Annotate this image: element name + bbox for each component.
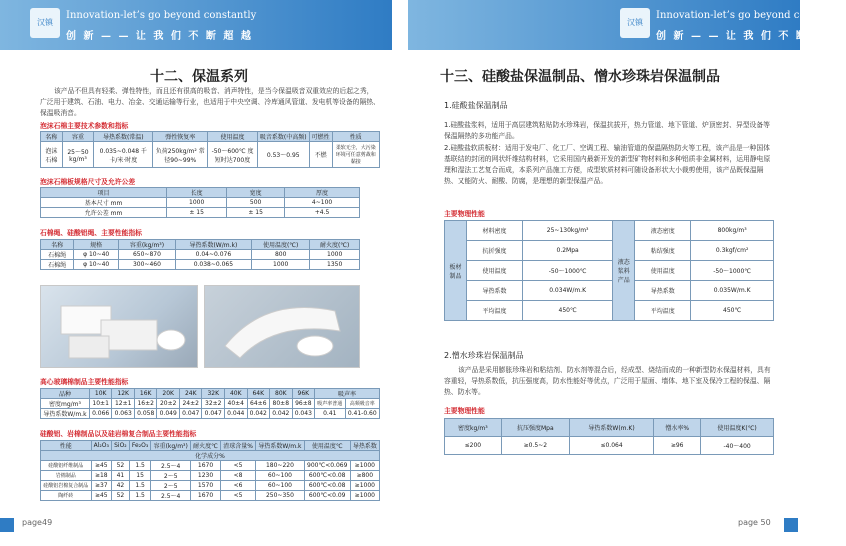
table-cell: 1670 [191, 461, 221, 471]
table-cell: 1570 [191, 481, 221, 491]
table-cell: 0.058 [134, 409, 157, 419]
table-row [41, 491, 380, 501]
table-cell: +4.5 [285, 208, 360, 218]
table-cell: 石棉绳 [41, 260, 74, 270]
table-cell: 96K [292, 389, 315, 399]
table-row [41, 461, 380, 471]
table-cell: 1.5 [129, 491, 151, 501]
foam-asbestos-table [40, 131, 380, 168]
table-cell: 52 [112, 491, 130, 501]
table-cell: 导热系数(W/m.k) [175, 240, 251, 250]
table-cell: 硅酸铝纤维制品 [41, 461, 92, 471]
perlite-properties-table [444, 418, 774, 455]
table-cell: 不燃 [309, 142, 332, 168]
glass-wool-table [40, 388, 380, 419]
table-cell: 0.038~0.065 [175, 260, 251, 270]
table-cell: -50～1000℃ [523, 261, 613, 281]
table-cell: 64±6 [247, 399, 270, 409]
table-cell: 42 [112, 481, 130, 491]
table-cell: 导热系数W/m.k [256, 441, 305, 451]
table-cell: 容重(kg/m³) [119, 240, 176, 250]
table-cell: 0.044 [225, 409, 248, 419]
table-cell: 1350 [310, 260, 360, 270]
table-row [41, 389, 380, 399]
table-cell: 石棉绳 [41, 250, 74, 260]
table-cell: ≥1000 [350, 461, 379, 471]
table-row [445, 437, 774, 455]
table-cell: -50～600℃ 度短时达700度 [208, 142, 258, 168]
table-row [445, 419, 774, 437]
table-cell: 液态密度 [635, 221, 691, 241]
table-cell: 使用温度(℃) [252, 240, 310, 250]
table-cell: 耐火度℃ [191, 441, 221, 451]
table4-caption: 高心玻璃棉制品主要性能指标 [40, 378, 129, 386]
table-cell: 导热系数(常温) [94, 132, 153, 142]
table-cell: 450℃ [691, 301, 774, 321]
table-cell: 板材制品 [445, 221, 467, 321]
table1-caption: 泡沫石棉主要技术参数和指标 [40, 122, 129, 130]
table-cell: Al₂O₃ [91, 441, 112, 451]
table-cell: 平均温度 [467, 301, 523, 321]
table-cell: 宽度 [227, 188, 285, 198]
table-cell: 0.047 [202, 409, 225, 419]
table-cell: 450℃ [523, 301, 613, 321]
table-cell: 12K [112, 389, 135, 399]
table-row [41, 132, 380, 142]
product-photo-blocks [40, 285, 198, 368]
section1-para1: 1.硅酸盐浆料，适用于高层建筑粘贴防水珍珠岩，保温抗拔开，热力管道、地下管道、炉顶密封、异型设备等保温隔热的多功能产品。 [444, 121, 770, 140]
table-cell: 规格 [74, 240, 119, 250]
table-cell: 20K [157, 389, 180, 399]
table-cell: 0.034W/m.K [523, 281, 613, 301]
table-cell: 24±2 [179, 399, 202, 409]
table-cell: 600℃<0.09 [304, 491, 350, 501]
table-cell: ≥1000 [350, 481, 379, 491]
table-row [41, 451, 380, 461]
table-row [41, 142, 380, 168]
table-row [41, 260, 360, 270]
table-cell: -50～1000℃ [691, 261, 774, 281]
table-cell: 使用温度K(℃) [701, 419, 774, 437]
table-cell: 允许公差 mm [41, 208, 167, 218]
table-cell: 厚度 [285, 188, 360, 198]
table-cell: 600℃<0.08 [304, 481, 350, 491]
table-cell: 柔软无尘，大污染环境可任意剪裁和黏接 [332, 142, 379, 168]
table-cell: ≥800 [350, 471, 379, 481]
table-cell: 品种 [41, 389, 90, 399]
table-row [445, 261, 774, 281]
table-cell: 1.5 [129, 481, 151, 491]
page-title-left: 十二、保温系列 [150, 69, 248, 85]
table6-caption: 主要物理性能 [444, 210, 485, 218]
table-row [41, 471, 380, 481]
table-cell: 2～5 [151, 471, 191, 481]
table-cell: 40K [225, 389, 248, 399]
table-cell: 0.049 [157, 409, 180, 419]
intro-paragraph: 该产品不但具有轻柔、弹性特性，而且还有很高的吸音、消声特性，是当今保温吸音双重效应的后起之秀，广泛用于建筑、石油、电力、冶金、交通运输等行业，也适用于中央空调、冷库通风管道、发电机等设备的隔热、保温吸消音。 [40, 87, 380, 117]
table-cell: 使用温度 [467, 261, 523, 281]
page-number-left: page49 [22, 518, 53, 527]
table-cell: 粘结强度 [635, 241, 691, 261]
table-cell: 密度mg/m³ [41, 399, 90, 409]
table-cell: φ 10~40 [74, 250, 119, 260]
table-cell: 容重 [62, 132, 94, 142]
table-row [445, 301, 774, 321]
table-cell: 性能 [41, 441, 92, 451]
table-cell: 15 [129, 471, 151, 481]
table-cell: <8 [221, 471, 256, 481]
table-cell: 60~100 [256, 481, 305, 491]
table-cell: 0.066 [89, 409, 112, 419]
table-cell: 弹性恢复率 [153, 132, 208, 142]
board-size-table [40, 187, 360, 218]
table-cell: 材料密度 [467, 221, 523, 241]
table-cell: 10K [89, 389, 112, 399]
table-cell: 96±8 [292, 399, 315, 409]
slogan-en: Innovation-let’s go beyond constantly [656, 10, 846, 21]
table-cell: 高频吸音率 [345, 399, 379, 409]
table-row [41, 409, 380, 419]
table-cell: 0.063 [112, 409, 135, 419]
table-cell: 0.41-0.60 [345, 409, 379, 419]
table-cell: 耐火度(℃) [310, 240, 360, 250]
table-cell: 抗压强度Mpa [501, 419, 569, 437]
silicate-properties-table [444, 220, 774, 321]
slogan-cn: 创 新 — — 让 我 们 不 断 超 越 [656, 31, 843, 42]
table-cell: Fe₂O₃ [129, 441, 151, 451]
slogan-cn: 创 新 — — 让 我 们 不 断 超 越 [66, 31, 253, 42]
table-cell: 25～50 kg/m³ [62, 142, 94, 168]
page-tab-right [784, 518, 798, 532]
table-cell: 吸声率 [315, 389, 380, 399]
table-cell: 0.043 [292, 409, 315, 419]
table-row [41, 188, 360, 198]
table-cell: 项目 [41, 188, 167, 198]
table-cell: ≥37 [91, 481, 112, 491]
table-cell: 2.5～4 [151, 491, 191, 501]
table-cell: 使用温度℃ [304, 441, 350, 451]
table-cell: 0.042 [270, 409, 293, 419]
table-cell: 渣球含量% [221, 441, 256, 451]
table-cell: 1000 [310, 250, 360, 260]
table-cell: 泡沫石棉 [41, 142, 63, 168]
table-cell: 80±8 [270, 399, 293, 409]
table-cell: ± 15 [167, 208, 227, 218]
table-cell: ≤200 [445, 437, 502, 455]
table-cell: 容重(kg/m³) [151, 441, 191, 451]
table-cell: 导热系数 [635, 281, 691, 301]
table-cell: 250~350 [256, 491, 305, 501]
table-cell: 名称 [41, 240, 74, 250]
table-cell: 0.2Mpa [523, 241, 613, 261]
rope-table [40, 239, 360, 270]
table-cell: 0.047 [179, 409, 202, 419]
table-cell: 憎水率% [654, 419, 701, 437]
table-cell: 0.042 [247, 409, 270, 419]
table-row [41, 441, 380, 451]
table-cell: <6 [221, 481, 256, 491]
table-cell: 40±4 [225, 399, 248, 409]
table-cell: 导热系数W(m.K) [570, 419, 654, 437]
table2-caption: 泡沫石棉板规格尺寸及允许公差 [40, 178, 136, 186]
table5-caption: 硅酸铝、岩棉制品以及硅岩棉复合制品主要性能指标 [40, 430, 197, 438]
table-cell: 4~100 [285, 198, 360, 208]
table-cell: <5 [221, 461, 256, 471]
table-cell: 名称 [41, 132, 63, 142]
table-cell: 300~460 [119, 260, 176, 270]
table-cell: ± 15 [227, 208, 285, 218]
table-cell: ≥45 [91, 491, 112, 501]
table-cell: 64K [247, 389, 270, 399]
table-cell: 10±1 [89, 399, 112, 409]
table-cell: 0.53～0.95 [257, 142, 309, 168]
product-photo-pipes [204, 285, 360, 368]
table3-caption: 石棉绳、硅酸铝绳、主要性能指标 [40, 229, 142, 237]
table-row [41, 198, 360, 208]
table-cell: 1230 [191, 471, 221, 481]
table-cell: 岩棉制品 [41, 471, 92, 481]
table-cell: 0.04~0.076 [175, 250, 251, 260]
table-cell: 液态浆料产品 [613, 221, 635, 321]
header-right [408, 0, 846, 50]
table-row [41, 208, 360, 218]
header-left [0, 0, 392, 50]
table-cell: -40～400 [701, 437, 774, 455]
table-cell: 吸声率普通 [315, 399, 345, 409]
page-tab-left [0, 518, 14, 532]
table-cell: 1670 [191, 491, 221, 501]
table-cell: 32K [202, 389, 225, 399]
aluminum-silicate-table [40, 440, 380, 501]
table-cell: 基本尺寸 mm [41, 198, 167, 208]
table-cell: 24K [179, 389, 202, 399]
table-cell: 500 [227, 198, 285, 208]
table-cell: 0.035W/m.K [691, 281, 774, 301]
table-cell: 导热系数 [350, 441, 379, 451]
table-cell: 16±2 [134, 399, 157, 409]
table-row [445, 281, 774, 301]
table-cell: 12±1 [112, 399, 135, 409]
table-cell: 可燃性 [309, 132, 332, 142]
table-cell: 硅酸铝岩棉复合制品 [41, 481, 92, 491]
table-cell: 陶纤砖 [41, 491, 92, 501]
table-cell: 800kg/m³ [691, 221, 774, 241]
table-cell: 25~130kg/m³ [523, 221, 613, 241]
table-cell: 平均温度 [635, 301, 691, 321]
table-cell: ≥96 [654, 437, 701, 455]
table-row [41, 240, 360, 250]
table-cell: 化学成分% [41, 451, 380, 461]
table-cell: 60~100 [256, 471, 305, 481]
table-cell: 导热系数 [467, 281, 523, 301]
section1-para2: 2.硅酸盐软质板材：适用于发电厂、化工厂、空调工程、输油管道的保温隔热防火等工程，该产品是一种国体基联结的封闭的网状纤维结构材料，它采用国内最新开发的新型矿物材料和多种铝质非金属材料，运用静电原理和湿法工艺复合而成，本系列产品施工方便，成型软质材料可随设备形状大小裁剪使用，该产品既保温隔热、又能防火、耐酸、防腐，是理想的新型保温产品。 [444, 144, 771, 185]
table-row [41, 481, 380, 491]
table-cell: 0.3kgf/cm² [691, 241, 774, 261]
table-cell: 900℃<0.069 [304, 461, 350, 471]
table-cell: ≥18 [91, 471, 112, 481]
table-row [41, 250, 360, 260]
slogan-en: Innovation-let’s go beyond constantly [66, 10, 257, 21]
table-cell: 1.5 [129, 461, 151, 471]
table-cell: 180~220 [256, 461, 305, 471]
table-cell: 导热系数W/m.k [41, 409, 90, 419]
table-cell: ≤0.064 [570, 437, 654, 455]
table-cell: 抗折强度 [467, 241, 523, 261]
table-cell: ≥0.5~2 [501, 437, 569, 455]
table-row [445, 241, 774, 261]
table-cell: ≥45 [91, 461, 112, 471]
table-cell: 使用温度 [635, 261, 691, 281]
table-cell: 52 [112, 461, 130, 471]
table-cell: <5 [221, 491, 256, 501]
table-cell: 使用温度 [208, 132, 258, 142]
table-cell: 0.41 [315, 409, 345, 419]
table-cell: 吸音系数(中高频) [257, 132, 309, 142]
table-cell: 20±2 [157, 399, 180, 409]
table-cell: 600℃<0.08 [304, 471, 350, 481]
table-row [41, 399, 380, 409]
page-number-right: page 50 [738, 518, 771, 527]
table-cell: 2～5 [151, 481, 191, 491]
table-cell: 0.035~0.048 千卡/米·时度 [94, 142, 153, 168]
section2-heading: 2.憎水珍珠岩保温制品 [444, 351, 524, 360]
table-cell: 650~870 [119, 250, 176, 260]
company-logo: 汉镇 [620, 8, 650, 38]
table-cell: φ 10~40 [74, 260, 119, 270]
table-cell: 密度kg/m³ [445, 419, 502, 437]
table-cell: 长度 [167, 188, 227, 198]
table-row [445, 221, 774, 241]
table-cell: SiO₂ [112, 441, 130, 451]
table-cell: 1000 [167, 198, 227, 208]
table-cell: 800 [252, 250, 310, 260]
table-cell: 32±2 [202, 399, 225, 409]
section1-heading: 1.硅酸盐保温制品 [444, 101, 508, 110]
table-cell: 2.5～4 [151, 461, 191, 471]
table-cell: 41 [112, 471, 130, 481]
table-cell: 负荷250kg/m² 常径90~99% [153, 142, 208, 168]
table-cell: 16K [134, 389, 157, 399]
page-title-right: 十三、硅酸盐保温制品、憎水珍珠岩保温制品 [440, 69, 720, 85]
company-logo: 汉镇 [30, 8, 60, 38]
section2-para: 该产品是采用膨胀珍珠岩和粘结剂、防水剂等混合后，经成型、烧结而成的一种新型防水保温材料，具有容重轻，导热系数低，抗压强度高，防水性能好等优点，广泛用于屋面、墙体、地下室及保冷工程的保温、隔热、防水等。 [444, 366, 771, 396]
table-cell: 1000 [252, 260, 310, 270]
table-cell: 性质 [332, 132, 379, 142]
table-cell: ≥1000 [350, 491, 379, 501]
table7-caption: 主要物理性能 [444, 407, 485, 415]
table-cell: 80K [270, 389, 293, 399]
